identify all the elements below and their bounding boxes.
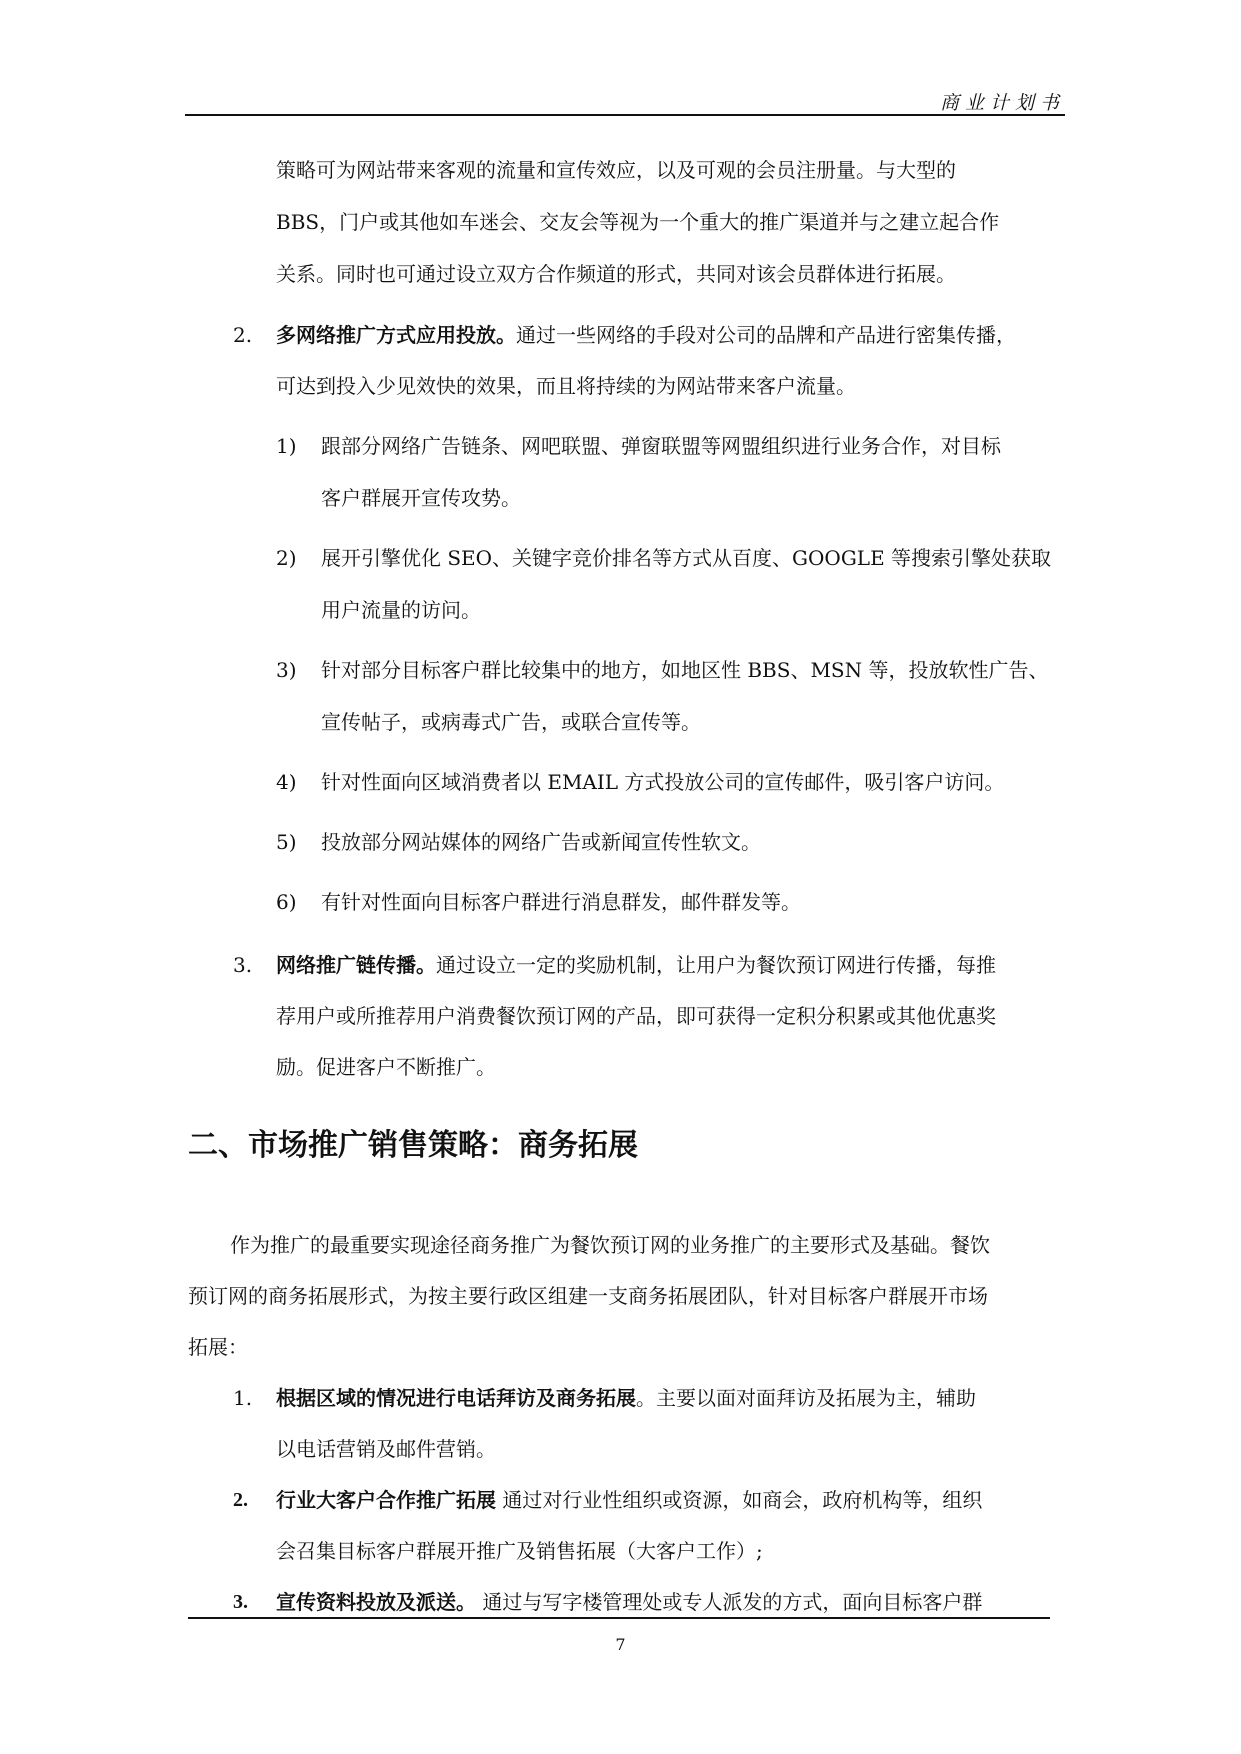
list-number: 2. [233, 1489, 248, 1511]
sublist-item-text: 针对性面向区域消费者以 EMAIL 方式投放公司的宣传邮件，吸引客户访问。 [321, 770, 1005, 794]
list-number: 2. [233, 323, 253, 347]
sublist-item-text: 针对部分目标客户群比较集中的地方，如地区性 BBS、MSN 等，投放软性广告、 [321, 658, 1049, 682]
sublist-number: 4) [276, 770, 297, 794]
list-item-text: 以电话营销及邮件营销。 [276, 1437, 496, 1461]
list-item [276, 1385, 976, 1411]
paragraph-line: 策略可为网站带来客观的流量和宣传效应，以及可观的会员注册量。与大型的 [276, 158, 956, 182]
list-number: 3. [233, 1591, 248, 1613]
sublist-item-text: 展开引擎优化 SEO、关键字竞价排名等方式从百度、GOOGLE 等搜索引擎处获取 [321, 546, 1052, 570]
sublist-item-text: 投放部分网站媒体的网络广告或新闻宣传性软文。 [321, 830, 761, 854]
paragraph-line: 作为推广的最重要实现途径商务推广为餐饮预订网的业务推广的主要形式及基础。餐饮 [230, 1233, 990, 1257]
list-item-text: 励。促进客户不断推广。 [276, 1055, 496, 1079]
page-number: 7 [615, 1635, 626, 1654]
paragraph-line: 拓展： [188, 1335, 248, 1359]
list-item-text: 通过一些网络的手段对公司的品牌和产品进行密集传播， [516, 323, 1016, 347]
list-item [276, 1589, 982, 1615]
list-item-title: 根据区域的情况进行电话拜访及商务拓展 [276, 1386, 636, 1410]
list-item-title: 网络推广链传播。 [276, 953, 436, 977]
list-item-title: 行业大客户合作推广拓展 [276, 1488, 496, 1512]
sublist-number: 3) [276, 658, 297, 682]
list-number: 3. [233, 953, 253, 977]
list-item [276, 952, 996, 978]
list-item-text: 荐用户或所推荐用户消费餐饮预订网的产品，即可获得一定积分积累或其他优惠奖 [276, 1004, 996, 1028]
list-item-title: 宣传资料投放及派送。 [276, 1590, 476, 1614]
list-number: 1. [233, 1386, 253, 1410]
list-item-text: 会召集目标客户群展开推广及销售拓展（大客户工作）; [276, 1539, 763, 1563]
sublist-item-text: 跟部分网络广告链条、网吧联盟、弹窗联盟等网盟组织进行业务合作，对目标 [321, 434, 1001, 458]
header-title: 商业计划书 [939, 92, 1065, 114]
list-item-text: 可达到投入少见效快的效果，而且将持续的为网站带来客户流量。 [276, 374, 856, 398]
list-item [276, 322, 1016, 348]
sublist-number: 2) [276, 546, 297, 570]
paragraph-line: 预订网的商务拓展形式，为按主要行政区组建一支商务拓展团队，针对目标客户群展开市场 [188, 1284, 988, 1308]
list-item-text: 通过与写字楼管理处或专人派发的方式，面向目标客户群 [476, 1590, 983, 1614]
paragraph-line: BBS，门户或其他如车迷会、交友会等视为一个重大的推广渠道并与之建立起合作 [276, 210, 1000, 234]
list-item-text: 。主要以面对面拜访及拓展为主，辅助 [636, 1386, 976, 1410]
list-item-text: 通过对行业性组织或资源，如商会，政府机构等，组织 [496, 1488, 983, 1512]
sublist-number: 6) [276, 890, 297, 914]
sublist-number: 5) [276, 830, 297, 854]
list-item-title: 多网络推广方式应用投放。 [276, 323, 516, 347]
sublist-item-text: 有针对性面向目标客户群进行消息群发，邮件群发等。 [321, 890, 801, 914]
footer-divider [188, 1617, 1050, 1619]
list-item [276, 1487, 982, 1513]
header-divider [185, 114, 1065, 116]
section-heading: 二、市场推广销售策略：商务拓展 [188, 1128, 638, 1163]
sublist-number: 1) [276, 434, 297, 458]
sublist-item-text: 客户群展开宣传攻势。 [321, 486, 521, 510]
list-item-text: 通过设立一定的奖励机制，让用户为餐饮预订网进行传播，每推 [436, 953, 996, 977]
sublist-item-text: 用户流量的访问。 [321, 598, 481, 622]
sublist-item-text: 宣传帖子，或病毒式广告，或联合宣传等。 [321, 710, 701, 734]
paragraph-line: 关系。同时也可通过设立双方合作频道的形式，共同对该会员群体进行拓展。 [276, 262, 956, 286]
